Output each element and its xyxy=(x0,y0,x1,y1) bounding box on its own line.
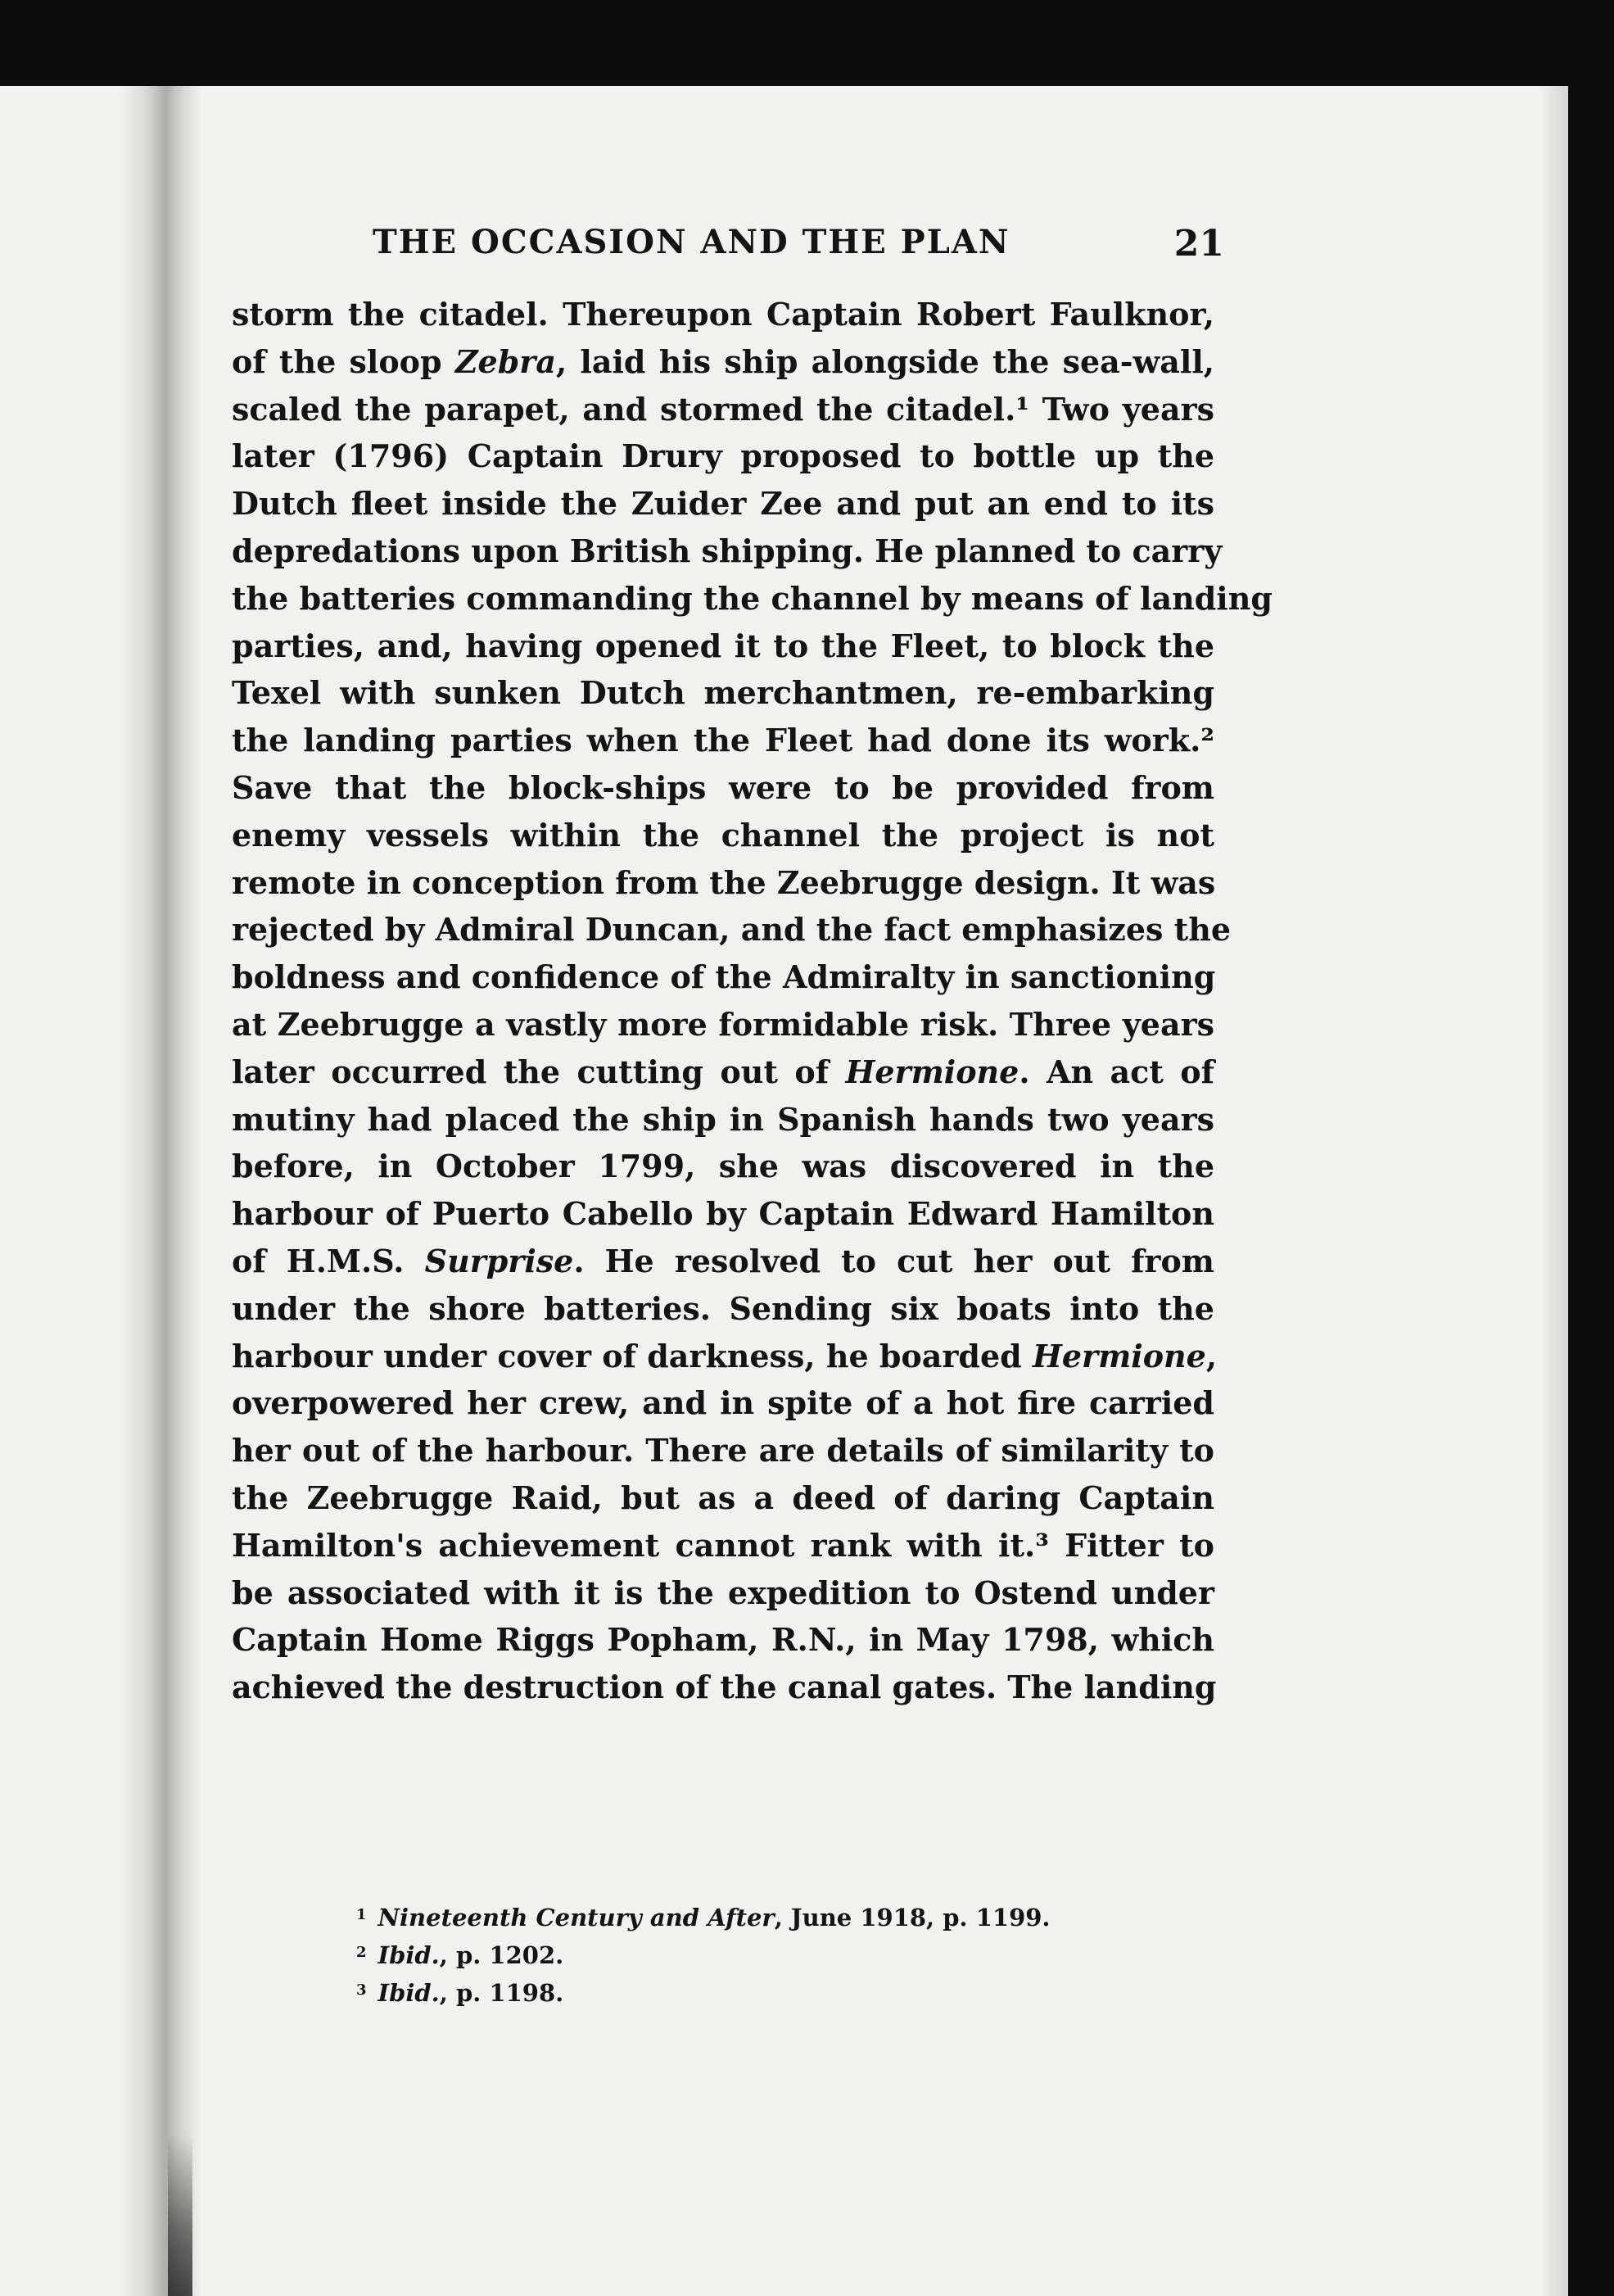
text-line: boldness and confidence of the Admiralty in sanctioning xyxy=(232,958,1216,996)
page-edge-shadow xyxy=(1539,86,1568,2296)
text-line: later (1796) Captain Drury proposed to bottle up the xyxy=(232,437,1214,475)
text-line: storm the citadel. Thereupon Captain Robert Faulknor, xyxy=(232,296,1214,333)
binding-shadow xyxy=(123,86,201,2296)
text-line: before, in October 1799, she was discovered in the xyxy=(232,1148,1214,1185)
footnote-mark: 1 xyxy=(356,1906,367,1923)
footnote-source: Ibid. xyxy=(378,1979,440,2007)
binding-shadow-bottom xyxy=(168,2134,192,2296)
footnote-citation: , June 1918, p. 1199. xyxy=(774,1904,1051,1931)
text-line: rejected by Admiral Duncan, and the fact emphasizes the xyxy=(232,911,1232,949)
text-line: overpowered her crew, and in spite of a hot fire carried xyxy=(232,1384,1214,1422)
text-line: harbour of Puerto Cabello by Captain Edward Hamilton xyxy=(232,1195,1214,1233)
text-line: parties, and, having opened it to the Fleet, to block the xyxy=(232,627,1214,664)
footnote-citation: , p. 1198. xyxy=(439,1979,564,2007)
footnote xyxy=(356,1934,1093,1972)
footnotes xyxy=(356,1896,1093,2009)
text-line: her out of the harbour. There are details of similarity to xyxy=(232,1432,1214,1470)
text-line: mutiny had placed the ship in Spanish hands two years xyxy=(232,1100,1214,1138)
footnote xyxy=(356,1972,1093,2009)
running-title: THE OCCASION AND THE PLAN xyxy=(373,223,1010,261)
running-header xyxy=(373,223,1224,272)
text-line: at Zeebrugge a vastly more formidable risk. Three years xyxy=(232,1005,1214,1043)
text-line: remote in conception from the Zeebrugge design. It was xyxy=(232,863,1216,901)
text-line: be associated with it is the expedition to Ostend under xyxy=(232,1574,1214,1611)
footnote-source: Nineteenth Century and After xyxy=(378,1904,775,1931)
text-line: the Zeebrugge Raid, but as a deed of daring Captain xyxy=(232,1479,1214,1516)
footnote-citation: , p. 1202. xyxy=(439,1941,564,1969)
text-line: the batteries commanding the channel by means of landing xyxy=(232,579,1273,617)
footnote xyxy=(356,1896,1093,1934)
text-line: of the sloop Zebra, laid his ship alongside the sea-wall, xyxy=(232,342,1214,380)
text-line: Save that the block-ships were to be provided from xyxy=(232,768,1214,806)
text-line: achieved the destruction of the canal gates. The landing xyxy=(232,1669,1217,1706)
text-line: Captain Home Riggs Popham, R.N., in May 1798, which xyxy=(232,1621,1214,1659)
text-line: Texel with sunken Dutch merchantmen, re-embarking xyxy=(232,674,1214,712)
footnote-mark: 2 xyxy=(356,1944,367,1961)
text-line: depredations upon British shipping. He planned to carry xyxy=(232,532,1223,569)
body-text xyxy=(232,291,1273,1711)
text-line: later occurred the cutting out of Hermione. An act of xyxy=(232,1053,1214,1090)
book-page xyxy=(0,86,1568,2296)
text-line: Dutch fleet inside the Zuider Zee and put an end to its xyxy=(232,485,1214,523)
text-line: Hamilton's achievement cannot rank with it.³ Fitter to xyxy=(232,1526,1214,1564)
page-number: 21 xyxy=(1173,223,1224,265)
text-line: enemy vessels within the channel the project is not xyxy=(232,816,1214,854)
text-line: harbour under cover of darkness, he boarded Hermione, xyxy=(232,1337,1218,1374)
text-line: the landing parties when the Fleet had done its work.² xyxy=(232,722,1214,759)
text-line: scaled the parapet, and stormed the citadel.¹ Two years xyxy=(232,390,1214,428)
footnote-source: Ibid. xyxy=(378,1941,440,1969)
text-line: under the shore batteries. Sending six boats into the xyxy=(232,1289,1214,1327)
text-line: of H.M.S. Surprise. He resolved to cut her out from xyxy=(232,1242,1214,1279)
footnote-mark: 3 xyxy=(356,1981,367,1999)
